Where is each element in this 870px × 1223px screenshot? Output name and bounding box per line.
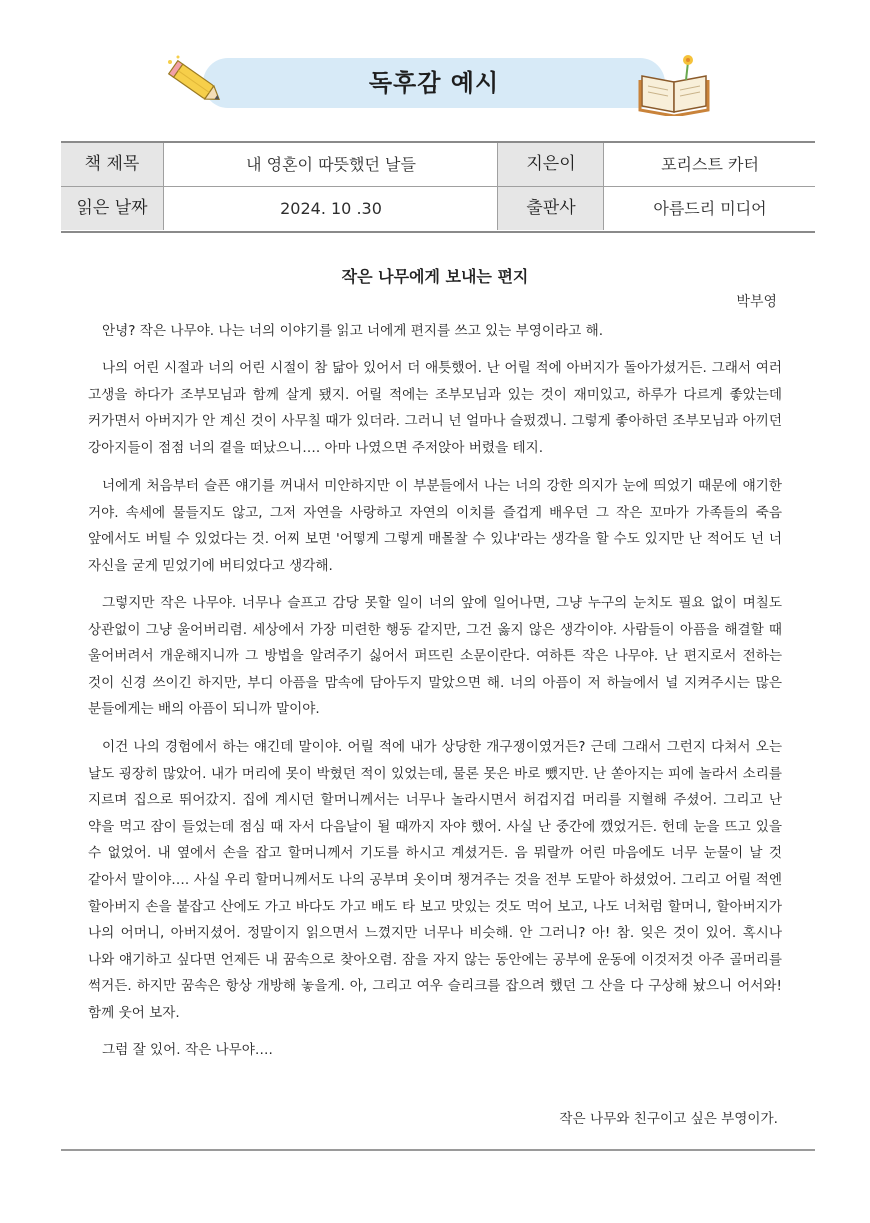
letter-paragraph: 너에게 처음부터 슬픈 얘기를 꺼내서 미안하지만 이 부분들에서 나는 너의 강한 의지가 눈에 띄었기 때문에 얘기한 거야. 속세에 물들지도 않고, 그저 자연을 사랑하고 자연의 이치를 즐겁게 배우던 그 작은 꼬마가 가족들의 죽음 앞에서도 버틸 수 있었다는 것. 어찌 보면 '어떻게 그렇게 매몰찰 수 있냐'라는 생각을 할 수도 있지만 난 적어도 넌 너 자신을 굳게 믿었기에 버티었다고 생각해. xyxy=(88,478,782,574)
letter-paragraph: 안녕? 작은 나무야. 나는 너의 이야기를 읽고 너에게 편지를 쓰고 있는 부영이라고 해. xyxy=(102,323,604,339)
table-row xyxy=(61,187,815,230)
publisher-value: 아름드리 미디어 xyxy=(603,187,816,230)
letter-paragraph: 나의 어린 시절과 너의 어린 시절이 참 닮아 있어서 더 애틋했어. 난 어릴 적에 아버지가 돌아가셨거든. 그래서 여러 고생을 하다가 조부모님과 함께 살게 됐지. 어릴 적에는 조부모님과 있는 것이 재미있고, 하루가 다르게 좋았는데 커가면서 아버지가 안 계신 것이 사무칠 때가 있더라. 그러니 넌 얼마나 슬펐겠니. 그렇게 좋아하던 조부모님과 아끼던 강아지들이 점점 너의 곁을 떠났으니…. 아마 나였으면 주저앉아 버렸을 테지. xyxy=(88,360,782,456)
page-title: 독후감 예시 xyxy=(368,69,500,97)
pencil-icon xyxy=(158,52,230,114)
letter-title: 작은 나무에게 보내는 편지 xyxy=(341,267,529,286)
table-row xyxy=(61,143,815,187)
read-date-value: 2024. 10 .30 xyxy=(163,187,498,230)
letter-author: 박부영 xyxy=(736,294,777,310)
read-date-label: 읽은 날짜 xyxy=(61,187,163,230)
letter-paragraph: 그럼 잘 있어. 작은 나무야…. xyxy=(102,1042,273,1058)
footer-divider xyxy=(61,1149,815,1151)
author-label: 지은이 xyxy=(497,143,604,186)
letter-paragraph: 이건 나의 경험에서 하는 얘긴데 말이야. 어릴 적에 내가 상당한 개구쟁이였거든? 근데 그래서 그런지 다쳐서 오는 날도 굉장히 많았어. 내가 머리에 못이 박혔던 적이 있었는데, 물론 못은 바로 뺐지만. 난 쏟아지는 피에 놀라서 소리를 지르며 집으로 뛰어갔지. 집에 계시던 할머니께서는 너무나 놀라시면서 허겁지겁 머리를 지혈해 주셨어. 그리고 난 약을 먹고 잠이 들었는데 점심 때 자서 다음날이 될 때까지 자야 했어. 사실 난 중간에 깼었거든. 헌데 눈을 뜨고 있을 수 없었어. 내 옆에서 손을 잡고 할머니께서 기도를 하시고 계셨거든. 음 뭐랄까 어린 마음에도 너무 눈물이 날 것 같아서 말이야…. 사실 우리 할머니께서도 나의 공부며 옷이며 챙겨주는 것을 전부 도맡아 하셨었어. 그리고 어릴 적엔 할아버지 손을 붙잡고 산에도 가고 바다도 가고 배도 타 보고 맛있는 것도 먹어 보고, 나도 너처럼 할머니, 할아버지가 나의 어머니, 아버지셨어. 정말이지 읽으면서 느꼈지만 너무나 비슷해. 안 그러니? 아! 참. 잊은 것이 있어. 혹시나 나와 얘기하고 싶다면 언제든 내 꿈속으로 찾아오렴. 잠을 자지 않는 동안에는 공부에 운동에 이것저것 아주 골머리를 썩거든. 하지만 꿈속은 항상 개방해 놓을게. 아, 그리고 여우 슬리크를 잡으려 했던 그 산을 다 구상해 놨으니 어서와! 함께 웃어 보자. xyxy=(88,739,782,1021)
author-value: 포리스트 카터 xyxy=(603,143,816,186)
letter-closing: 작은 나무와 친구이고 싶은 부영이가. xyxy=(559,1111,778,1127)
letter-paragraph: 그렇지만 작은 나무야. 너무나 슬프고 감당 못할 일이 너의 앞에 일어나면, 그냥 누구의 눈치도 필요 없이 며칠도 상관없이 그냥 울어버리렴. 세상에서 가장 미련한 행동 같지만, 그건 옳지 않은 생각이야. 사람들이 아픔을 해결할 때 울어버려서 개운해지니까 그 방법을 알려주기 싫어서 퍼뜨린 소문이란다. 여하튼 작은 나무야. 난 편지로서 전하는 것이 신경 쓰이긴 하지만, 부디 아픔을 맘속에 담아두지 말았으면 해. 너의 아픔이 저 하늘에서 널 지켜주시는 많은 분들에게는 배의 아픔이 되니까 말이야. xyxy=(88,595,782,718)
title-banner xyxy=(203,58,665,108)
book-icon xyxy=(636,50,714,116)
publisher-label: 출판사 xyxy=(497,187,604,230)
book-title-value: 내 영혼이 따뜻했던 날들 xyxy=(163,143,498,186)
book-info-table xyxy=(61,141,815,233)
book-title-label: 책 제목 xyxy=(61,143,163,186)
